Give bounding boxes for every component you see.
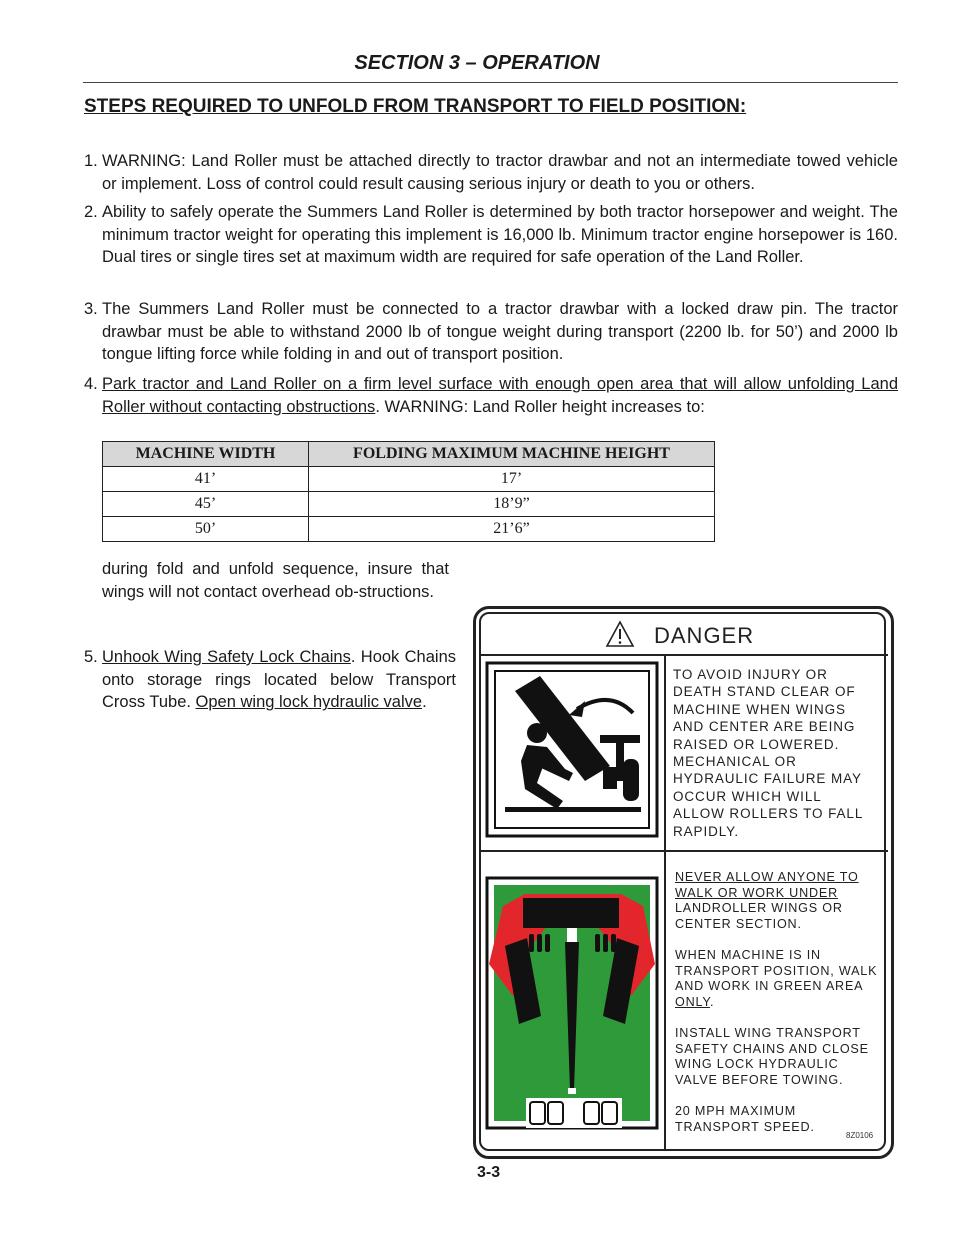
decal-title: DANGER xyxy=(654,623,755,648)
decal-line: INSTALL WING TRANSPORT xyxy=(675,1025,861,1040)
column-header: MACHINE WIDTH xyxy=(103,442,309,467)
decal-line: WHEN MACHINE IS IN xyxy=(675,947,821,962)
step-text: WARNING: Land Roller must be attached directly to tractor drawbar and not an intermediate towed vehicle or implement. Loss of control could result causing serious injury or death to you or others. xyxy=(102,152,898,193)
step-text: The Summers Land Roller must be connected to a tractor drawbar with a locked draw pin. The tractor drawbar must be able to withstand 2000 lb of tongue weight during transport (2200 lb. for 50’) and 2000 lb tongue lifting force while folding in and out of transport position. xyxy=(102,300,898,364)
decal-line: WALK OR WORK UNDER xyxy=(675,885,838,900)
crush-hazard-pictogram xyxy=(485,661,659,838)
danger-decal xyxy=(473,606,894,1159)
decal-line: SAFETY CHAINS AND CLOSE xyxy=(675,1041,869,1056)
decal-warning-text xyxy=(673,666,863,840)
decal-line: RAISED OR LOWERED. xyxy=(673,736,840,752)
decal-line: TRANSPORT POSITION, WALK xyxy=(675,963,878,978)
table-cell: 41’ xyxy=(103,467,309,492)
step-3 xyxy=(84,298,898,366)
step-1 xyxy=(84,150,898,195)
decal-line: OCCUR WHICH WILL xyxy=(673,788,822,804)
decal-instructions-text xyxy=(675,870,877,1135)
step-text-plain: . Hook Chains onto storage rings located below Transport Cross Tube. xyxy=(102,648,456,712)
decal-line: NEVER ALLOW ANYONE TO xyxy=(675,870,859,884)
step-text: Ability to safely operate the Summers Land Roller is determined by both tractor horsepower and weight. The minimum tractor weight for operating this implement is 16,000 lb. Minimum tractor engine horsepower is 160. Dual tires or single tires set at maximum width are required for safe operation of the Land Roller. xyxy=(102,203,898,267)
decal-line: DEATH STAND CLEAR OF xyxy=(673,684,856,700)
decal-line: WING LOCK HYDRAULIC xyxy=(675,1057,839,1072)
step-number: 2. xyxy=(84,203,98,221)
warning-triangle-icon xyxy=(605,620,635,648)
decal-part-code: 8Z0106 xyxy=(846,1131,874,1140)
decal-line: TRANSPORT SPEED. xyxy=(675,1119,815,1134)
decal-only-word: ONLY xyxy=(675,994,710,1009)
decal-divider xyxy=(664,654,666,1149)
step-text-underlined: Unhook Wing Safety Lock Chains xyxy=(102,648,351,666)
decal-line: RAPIDLY. xyxy=(673,823,739,839)
decal-line: MACHINE WHEN WINGS xyxy=(673,701,846,717)
decal-line: VALVE BEFORE TOWING. xyxy=(675,1072,844,1087)
table-row xyxy=(103,492,715,517)
step-text-plain: . xyxy=(422,693,427,712)
table-cell: 18’9” xyxy=(309,492,715,517)
step-5 xyxy=(84,646,456,714)
table-row xyxy=(103,517,715,542)
safe-area-pictogram xyxy=(485,876,659,1130)
table-cell: 17’ xyxy=(309,467,715,492)
step-number: 5. xyxy=(84,648,98,666)
step-text xyxy=(102,373,898,418)
step-text-rest: . WARNING: Land Roller height increases to: xyxy=(375,397,705,416)
continuation-text: during fold and unfold sequence, insure that wings will not contact overhead ob-structions. xyxy=(102,560,449,601)
decal-line: HYDRAULIC FAILURE MAY xyxy=(673,771,862,787)
section-header: SECTION 3 – OPERATION xyxy=(354,52,600,74)
step-number: 3. xyxy=(84,300,98,318)
step-text-underlined: Park tractor and Land Roller on a firm level surface with enough open area that will allow unfolding Land Roller without contacting obstructions xyxy=(102,375,898,416)
decal-line: CENTER SECTION. xyxy=(675,916,802,931)
decal-period: . xyxy=(709,994,715,1009)
header-rule xyxy=(83,82,898,83)
decal-line: AND WORK IN GREEN AREA xyxy=(675,979,864,994)
decal-divider xyxy=(481,850,888,852)
table-cell: 45’ xyxy=(103,492,309,517)
decal-line: TO AVOID INJURY OR xyxy=(673,667,828,682)
step-4 xyxy=(84,373,898,418)
table-header-row xyxy=(103,442,715,467)
decal-line: MECHANICAL OR xyxy=(673,754,797,770)
column-header: FOLDING MAXIMUM MACHINE HEIGHT xyxy=(309,442,715,467)
step-number: 4. xyxy=(84,375,98,393)
steps-title: STEPS REQUIRED TO UNFOLD FROM TRANSPORT TO FIELD POSITION: xyxy=(84,96,747,117)
decal-line: LANDROLLER WINGS OR xyxy=(675,901,843,916)
table-row xyxy=(103,467,715,492)
decal-line xyxy=(675,995,877,1011)
step-2 xyxy=(84,201,898,269)
page-number: 3-3 xyxy=(477,1164,501,1181)
table-cell: 21’6” xyxy=(309,517,715,542)
step-number: 1. xyxy=(84,152,98,170)
decal-line: ALLOW ROLLERS TO FALL xyxy=(673,806,864,822)
decal-line: 20 MPH MAXIMUM xyxy=(675,1103,797,1118)
step-text xyxy=(102,646,456,714)
decal-divider xyxy=(481,654,888,656)
table-cell: 50’ xyxy=(103,517,309,542)
decal-line: AND CENTER ARE BEING xyxy=(673,719,856,735)
height-table xyxy=(102,441,715,542)
step-text-underlined: Open wing lock hydraulic valve xyxy=(195,693,423,712)
